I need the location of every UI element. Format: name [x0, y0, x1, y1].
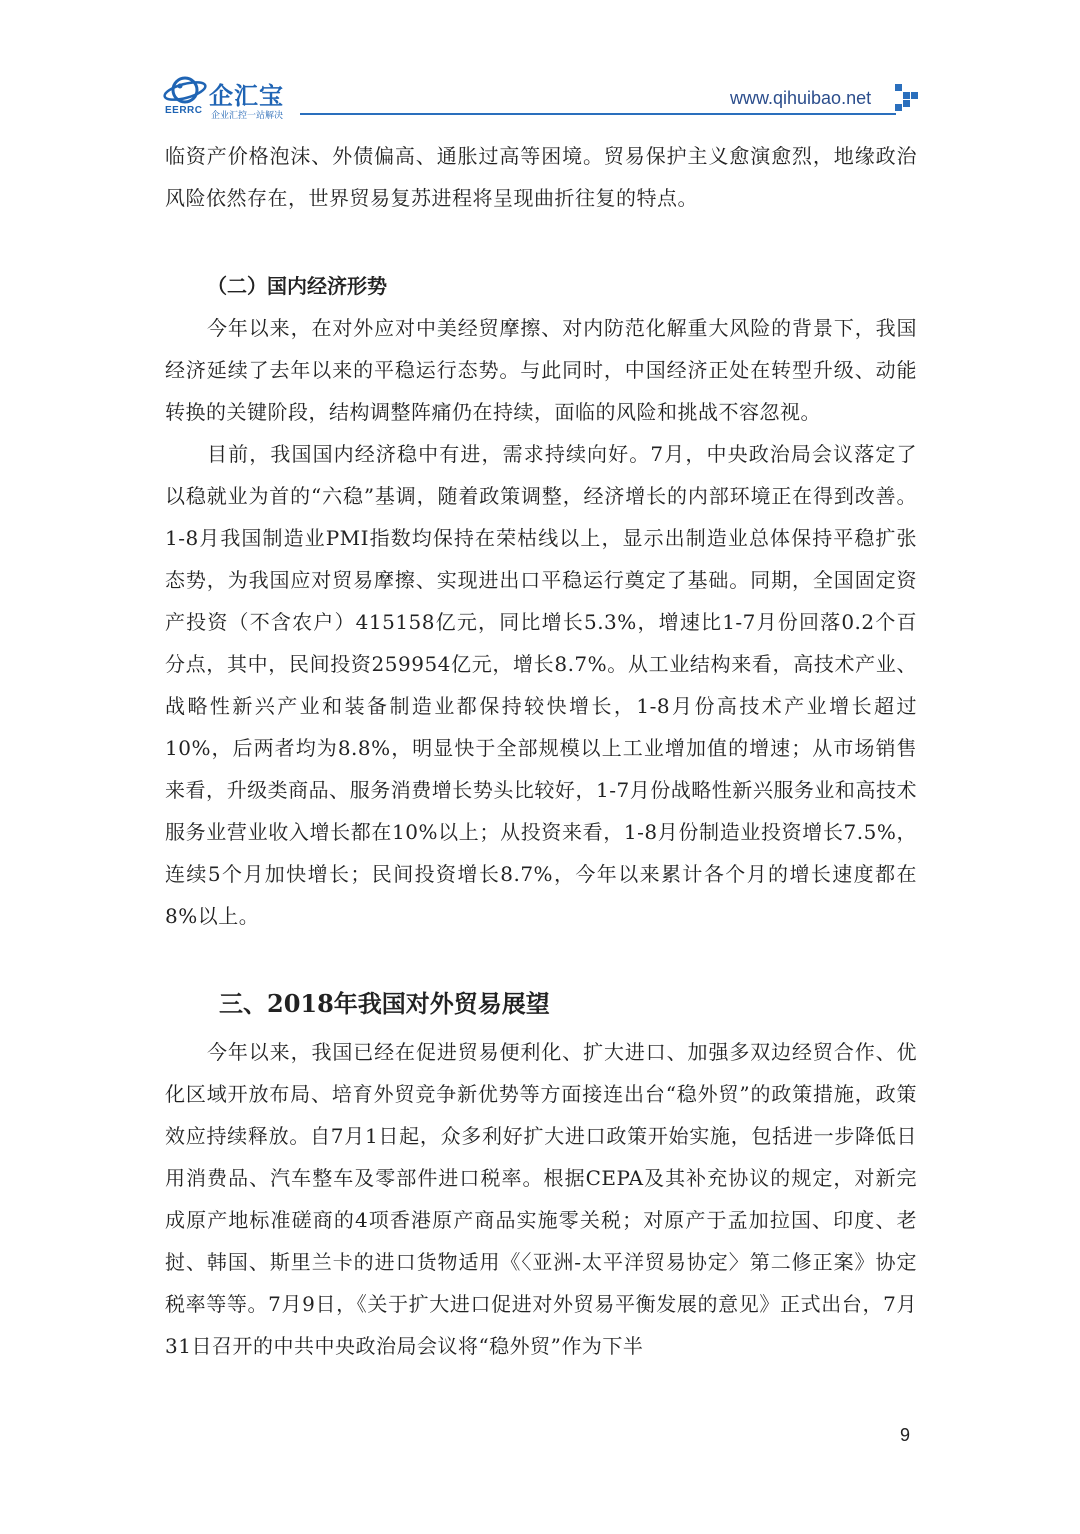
squares-decoration-icon	[895, 84, 919, 112]
paragraph-domestic-indicators: 目前，我国国内经济稳中有进，需求持续向好。7月，中央政治局会议落定了以稳就业为首的“六稳”基调，随着政策调整，经济增长的内部环境正在得到改善。1-8月我国制造业PMI指数均保持在荣枯线以上，显示出制造业总体保持平稳扩张态势，为我国应对贸易摩擦、实现进出口平稳运行奠定了基础。同期，全国固定资产投资（不含农户）415158亿元，同比增长5.3%，增速比1-7月份回落0.2个百分点，其中，民间投资259954亿元，增长8.7%。从工业结构来看，高技术产业、战略性新兴产业和装备制造业都保持较快增长，1-8月份高技术产业增长超过10%，后两者均为8.8%，明显快于全部规模以上工业增加值的增速；从市场销售来看，升级类商品、服务消费增长势头比较好，1-7月份战略性新兴服务业和高技术服务业营业收入增长都在10%以上；从投资来看，1-8月份制造业投资增长7.5%，连续5个月加快增长；民间投资增长8.7%，今年以来累计各个月的增长速度都在8%以上。	[165, 442, 917, 928]
logo-chinese-text: 企汇宝	[209, 82, 284, 110]
section-heading-domestic-economy: （二）国内经济形势	[207, 274, 387, 298]
paragraph-trade-policy: 今年以来，我国已经在促进贸易便利化、扩大进口、加强多双边经贸合作、优化区域开放布局、培育外贸竞争新优势等方面接连出台“稳外贸”的政策措施，政策效应持续释放。自7月1日起，众多利好扩大进口政策开始实施，包括进一步降低日用消费品、汽车整车及零部件进口税率。根据CEPA及其补充协议的规定，对新完成原产地标准磋商的4项香港原产商品实施零关税；对原产于孟加拉国、印度、老挝、韩国、斯里兰卡的进口货物适用《〈亚洲-太平洋贸易协定〉第二修正案》协定税率等等。7月9日，《关于扩大进口促进对外贸易平衡发展的意见》正式出台，7月31日召开的中共中央政治局会议将“稳外贸”作为下半	[165, 1040, 917, 1358]
site-url-link[interactable]: www.qihuibao.net	[730, 88, 872, 108]
logo-english-text: EERRC	[165, 105, 203, 116]
paragraph-world-trade-risks: 临资产价格泡沫、外债偏高、通胀过高等困境。贸易保护主义愈演愈烈，地缘政治风险依然存在，世界贸易复苏进程将呈现曲折往复的特点。	[165, 144, 917, 210]
page-number: 9	[900, 1425, 911, 1445]
header-divider	[300, 113, 896, 115]
paragraph-domestic-overview: 今年以来，在对外应对中美经贸摩擦、对内防范化解重大风险的背景下，我国经济延续了去年以来的平稳运行态势。与此同时，中国经济正处在转型升级、动能转换的关键阶段，结构调整阵痛仍在持续，面临的风险和挑战不容忽视。	[165, 316, 917, 424]
qihuibao-logo[interactable]	[163, 72, 303, 122]
page-header	[0, 0, 1080, 130]
logo-slogan: 企业汇控一站解决	[211, 111, 284, 121]
document-body	[165, 135, 917, 1367]
globe-logo-icon	[163, 74, 207, 108]
section-heading-trade-outlook: 三、2018年我国对外贸易展望	[219, 989, 550, 1018]
